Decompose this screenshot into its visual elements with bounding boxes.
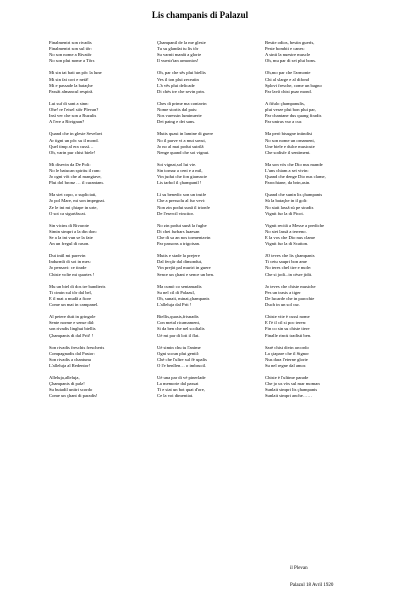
verse-line: Su varnit manât a glorie bbox=[157, 52, 202, 58]
verse-line: Sarè chist divin arcordo bbox=[265, 344, 309, 350]
verse-line: Ar tigni un pôc su il mond. bbox=[49, 137, 99, 143]
verse-line: An un fregul di rason. bbox=[49, 241, 90, 247]
verse-line: Su nel cil di Palazul, bbox=[157, 289, 195, 295]
verse-line: Alleluja,alleluja, bbox=[49, 375, 80, 381]
verse-line: Mi sin tat bati un pôc la lune bbox=[49, 70, 102, 76]
verse-line: Che si jodi...in cèsre jidit. bbox=[265, 271, 313, 277]
verse-line: Su nel regne dal amor. bbox=[265, 362, 307, 368]
verse-line: Compagnadis dal Pastor: bbox=[49, 350, 95, 356]
stanza bbox=[265, 314, 383, 338]
verse-line: Par unirus vur a cur. bbox=[265, 119, 303, 125]
verse-line: No le batucan spiritu il ram: bbox=[49, 167, 101, 173]
verse-line: No zin podut sunâ la fughe bbox=[157, 222, 207, 228]
verse-line: Lis tarbol il çhampanil ! bbox=[157, 180, 202, 186]
verse-line: Si da ben che nel scoltalis bbox=[157, 326, 205, 332]
verse-line: Oh, par che sês plui biellis bbox=[157, 70, 206, 76]
verse-line: Par chantane dus quang firadis bbox=[265, 113, 322, 119]
verse-line: Il vuestr'ian armonios! bbox=[157, 58, 199, 64]
verse-line: Simin simpri a la din don: bbox=[49, 228, 97, 234]
verse-line: JO teves che lis çhampanis bbox=[265, 253, 315, 259]
verse-line: Ches di prime ma contavin bbox=[157, 100, 207, 106]
verse-line: Mu un biel di dos tre bandieris bbox=[49, 283, 106, 289]
verse-line: plui verze plui bon plui par, bbox=[265, 107, 316, 113]
stanza bbox=[265, 192, 383, 216]
verse-line: Oh, sunait, minat,çhampanis bbox=[157, 295, 210, 301]
verse-line: Chi al slarge e al difond bbox=[265, 76, 309, 82]
verse-line: Nus dara l'eterne glorie bbox=[265, 356, 308, 362]
verse-line: Splovi fresche, come un bagno bbox=[265, 82, 322, 88]
stanza bbox=[157, 375, 275, 399]
verse-line: E la vos che Dio nus clame bbox=[265, 235, 316, 240]
verse-line: Vin judut che fon giarnacie bbox=[157, 174, 207, 180]
verse-line: Dei paing e dei sans. bbox=[157, 119, 196, 125]
verse-line: Fin co sin su chiste tiere bbox=[265, 326, 310, 332]
verse-line: Mi e passade la bataçhe bbox=[49, 82, 93, 88]
verse-line: Mi disevin da De Poli: bbox=[49, 161, 91, 167]
stanza bbox=[157, 162, 275, 186]
verse-line: Che jo us vòs sul mar moman bbox=[265, 381, 320, 387]
verse-line: No son plui nome a Tôrr. bbox=[49, 58, 96, 64]
verse-line: Se a la int vun se la fate bbox=[49, 235, 93, 240]
verse-line: Lui suf di sant a sinn: bbox=[49, 100, 89, 106]
verse-line: Come un mat in campanel. bbox=[49, 302, 99, 308]
verse-line: Finalle rincù tradìsti ben. bbox=[265, 332, 312, 338]
verse-line: Mutis e stade la prejere bbox=[157, 253, 200, 259]
verse-line: L'alleluja dal Prit ! bbox=[157, 302, 192, 308]
verse-line: Dal ferçâr dal dimondut, bbox=[157, 259, 203, 265]
verse-line: Nome storiis dal pais: bbox=[157, 107, 198, 113]
verse-line: Quel timp al era cussì… bbox=[49, 143, 94, 149]
verse-line: Lì su benedic son un trutfe bbox=[157, 192, 207, 198]
verse-line: Vignit fur la di Scatton. bbox=[265, 241, 309, 247]
verse-line: Peste bombit e canes: bbox=[265, 46, 305, 52]
stanza bbox=[265, 375, 383, 399]
verse-line: Ze le int mi çhiape in urte, bbox=[49, 204, 98, 210]
verse-line: Duch in un sol cur. bbox=[265, 302, 300, 308]
verse-line: Ma siet copo, o supliciati, bbox=[49, 192, 97, 198]
poem-column-2 bbox=[157, 40, 275, 406]
stanza bbox=[49, 192, 167, 216]
verse-line: Indurmît di sot in mes: bbox=[49, 259, 91, 265]
verse-line: Sunlait simpri lis çhampanis bbox=[265, 387, 318, 393]
verse-line: O sot ca sigurtâscat. bbox=[49, 210, 86, 216]
stanza bbox=[157, 345, 275, 369]
verse-line: A l'ere a Rivignan? bbox=[49, 119, 85, 125]
stanza bbox=[157, 253, 275, 277]
stanza bbox=[265, 162, 383, 186]
verse-line: Dut intìl mi parevin bbox=[49, 253, 86, 259]
verse-line: Al petere dutt in gringole bbox=[49, 314, 96, 320]
verse-line: Jo no al mai podut sutrilâ bbox=[157, 143, 204, 149]
verse-line: De lucarde che in parochie bbox=[265, 295, 315, 301]
signature: il Plevan bbox=[290, 566, 308, 571]
verse-line: Di chei furbars luaesan bbox=[157, 228, 200, 234]
stanza bbox=[265, 284, 383, 308]
verse-line: No stait lassâ sù pe stradis bbox=[265, 204, 314, 210]
verse-line: son rivadis linghui biellis bbox=[49, 326, 96, 332]
verse-line: Finalmentri son sul tôr: bbox=[49, 46, 93, 52]
stanza bbox=[49, 40, 167, 64]
stanza bbox=[157, 131, 275, 155]
verse-line: Biellis,quasis,frisnadis bbox=[157, 314, 199, 320]
verse-line: Con metal ricamament, bbox=[157, 320, 200, 326]
verse-line: A sinti la nuestre muscle bbox=[265, 52, 311, 58]
verse-line: L'uns chiam a sei vivin: bbox=[265, 167, 309, 173]
verse-line: No stet lassâ a terreno. bbox=[265, 228, 307, 234]
verse-line: No il parve vi a mut savut, bbox=[157, 137, 206, 143]
stanza bbox=[49, 101, 167, 125]
stanza bbox=[49, 223, 167, 247]
verse-line: E l'è il cil si poc teren: bbox=[265, 320, 307, 326]
verse-line: Vignit recitâ a Messe a prediche bbox=[265, 222, 325, 228]
verse-line: No son nome un ornament, bbox=[265, 137, 315, 143]
stanza bbox=[49, 314, 167, 338]
verse-line: Nenge quand che soi vignut. bbox=[157, 149, 210, 155]
verse-line: Uè simin chu tu l'anime bbox=[157, 344, 201, 350]
verse-line: La memorie dal passat bbox=[157, 381, 199, 387]
verse-line: Di chès tre che sevin prin. bbox=[157, 88, 205, 94]
stanza bbox=[49, 131, 167, 155]
stanza bbox=[49, 70, 167, 94]
verse-line: Passât almancul respirâ. bbox=[49, 88, 94, 94]
stanza bbox=[157, 101, 275, 125]
stanza bbox=[265, 40, 383, 64]
verse-line: Sù la bataçhe in il golt: bbox=[265, 198, 308, 204]
verse-line: Quand che sunin lis çhampanis bbox=[265, 192, 323, 198]
stanza bbox=[265, 223, 383, 247]
verse-line: Insì ver che son a Ruzulis bbox=[49, 113, 97, 119]
verse-line: Plui dol bronz … il curantam. bbox=[49, 180, 104, 186]
verse-line: Bestie odios, bestin guerìs, bbox=[265, 40, 315, 45]
stanza bbox=[157, 192, 275, 216]
verse-line: Quand che in glesie Sevelavi bbox=[49, 131, 103, 137]
date-line: Palazul 18 Avril 1920 bbox=[290, 583, 334, 588]
stanza bbox=[265, 101, 383, 125]
verse-line: Par lavâ chist puar mond. bbox=[265, 88, 312, 94]
verse-line: Ti cetu saupri bon ame bbox=[265, 259, 307, 265]
verse-line: Uè mi par di loti il flat. bbox=[157, 332, 200, 338]
verse-line: Su butadil unitri scordo bbox=[49, 387, 93, 393]
verse-line: Sente norme e sense dàl: bbox=[49, 320, 95, 326]
stanza bbox=[49, 162, 167, 186]
verse-line: Çhampanis di dal Prit! ! bbox=[49, 332, 94, 338]
verse-line: Jo pensavi: ce tirade bbox=[49, 265, 87, 271]
verse-line: Son rivadis a chantunu bbox=[49, 356, 91, 362]
verse-line: De l'esercil vincitor. bbox=[157, 210, 194, 216]
verse-line: Che sodisfe il sentiment. bbox=[265, 149, 311, 155]
verse-line: Ves il ton plui zeceatin bbox=[157, 76, 199, 82]
verse-line: Ce la voi dimentiat. bbox=[157, 393, 194, 399]
verse-line: Sin tornaz a cent e a mil, bbox=[157, 167, 203, 173]
verse-line: La çiapare che il Signor bbox=[265, 350, 309, 356]
verse-line: Ma però bisugne intindisi bbox=[265, 131, 313, 137]
verse-line: Çhampanil de la me glesie bbox=[157, 40, 206, 45]
stanza bbox=[157, 314, 275, 338]
stanza bbox=[157, 284, 275, 308]
verse-line: E il mat a mudâ a fiore bbox=[49, 295, 92, 301]
verse-line: Ogni scoun plui gentil: bbox=[157, 350, 200, 356]
verse-line: Come un çhant di paradis! bbox=[49, 393, 98, 399]
verse-line: Quand che denge Dio nus clame, bbox=[265, 174, 326, 180]
stanza bbox=[265, 70, 383, 94]
verse-line: Che a pressolu al fur vevi: bbox=[157, 198, 206, 204]
verse-line: Mutis quasi in lamine di guere bbox=[157, 131, 214, 137]
stanza bbox=[49, 253, 167, 277]
verse-line: Uè una par di vè pinerlade bbox=[157, 375, 206, 381]
verse-line: Parochiane, da brin,asin. bbox=[265, 180, 311, 186]
verse-line: No teres chel tire e mole: bbox=[265, 265, 312, 271]
stanza bbox=[265, 345, 383, 369]
verse-line: Une biele e dulce musicute bbox=[265, 143, 315, 149]
verse-line: Jo pol Mare, mi son impegnat. bbox=[49, 198, 106, 204]
verse-line: Sin vicins di Rivarote bbox=[49, 222, 89, 228]
verse-line: Tu su glandat tu lis tôr bbox=[157, 46, 199, 52]
verse-line: Tì e siat un bot quat d'ore, bbox=[157, 387, 205, 393]
verse-line: Çhampanis di palz! bbox=[49, 381, 85, 387]
stanza bbox=[49, 345, 167, 369]
verse-line: Soi vignat,sol lui vie. bbox=[157, 161, 197, 167]
verse-line: Pes un trasis a tiger bbox=[265, 289, 301, 295]
verse-line: O l'e benllen… o imbrucil. bbox=[157, 362, 207, 368]
verse-line: Jo ogni vôt che al mangiave, bbox=[49, 174, 102, 180]
verse-line: Ma cumò co sentamadis bbox=[157, 283, 202, 289]
stanza bbox=[49, 284, 167, 308]
verse-line: Mi sin fat cori e netâ! bbox=[49, 76, 89, 82]
verse-line: Oh, mu par di sei plui bons. bbox=[265, 58, 317, 64]
verse-line: Ohe! re l'eisel siôr Plevan? bbox=[49, 107, 99, 113]
verse-line: Sence un çhant e sence un ben. bbox=[157, 271, 215, 277]
verse-line: Son rivadis freschis frescheris bbox=[49, 344, 105, 350]
verse-line: A fifulo çhampanulis, bbox=[265, 100, 305, 106]
verse-line: Non zin podut sunâ il trionfe bbox=[157, 204, 210, 210]
verse-line: Nos varessin luminuerie bbox=[157, 113, 202, 119]
stanza bbox=[265, 131, 383, 155]
verse-line: Chiste è l'ultime parade bbox=[265, 375, 309, 381]
verse-line: Chiste vite è cussì nome bbox=[265, 314, 310, 320]
stanza bbox=[157, 70, 275, 94]
verse-line: Vin prejàt pal murtri in guere bbox=[157, 265, 211, 271]
verse-line: L'à vês plui delicade bbox=[157, 82, 195, 88]
verse-line: Oh,mo par che l'armonie bbox=[265, 70, 311, 76]
verse-line: L'alleluja al Redentor! bbox=[49, 362, 91, 368]
verse-line: Vignit fur la di Picot. bbox=[265, 210, 304, 216]
stanza bbox=[265, 253, 383, 277]
verse-line: Chè che l'ultre sul fè upalis bbox=[157, 356, 207, 362]
poem-title: Lis champanis di Palazul bbox=[151, 10, 249, 20]
verse-line: Ma son vòs che Dio nus mande bbox=[265, 161, 323, 167]
poem-column-3 bbox=[265, 40, 383, 406]
verse-line: Par passons a trigoisan. bbox=[157, 241, 201, 247]
stanza bbox=[157, 223, 275, 247]
stanza bbox=[157, 40, 275, 64]
verse-line: Ti cimin sul tôr dal bel, bbox=[49, 289, 92, 295]
verse-line: Jo teves che chiste musiche bbox=[265, 283, 316, 289]
verse-line: Che di sa an nos tormentavin bbox=[157, 235, 211, 240]
verse-line: Chiste volte mi quartes ! bbox=[49, 271, 95, 277]
verse-line: Oh, varin pur chist biele! bbox=[49, 149, 96, 155]
verse-line: Sunlait simpri anche…… bbox=[265, 393, 312, 399]
verse-line: No son nome a Rivatôr bbox=[49, 52, 92, 58]
stanza bbox=[49, 375, 167, 399]
verse-line: Finalmentri son rivadis bbox=[49, 40, 92, 45]
poem-column-1 bbox=[49, 40, 167, 406]
